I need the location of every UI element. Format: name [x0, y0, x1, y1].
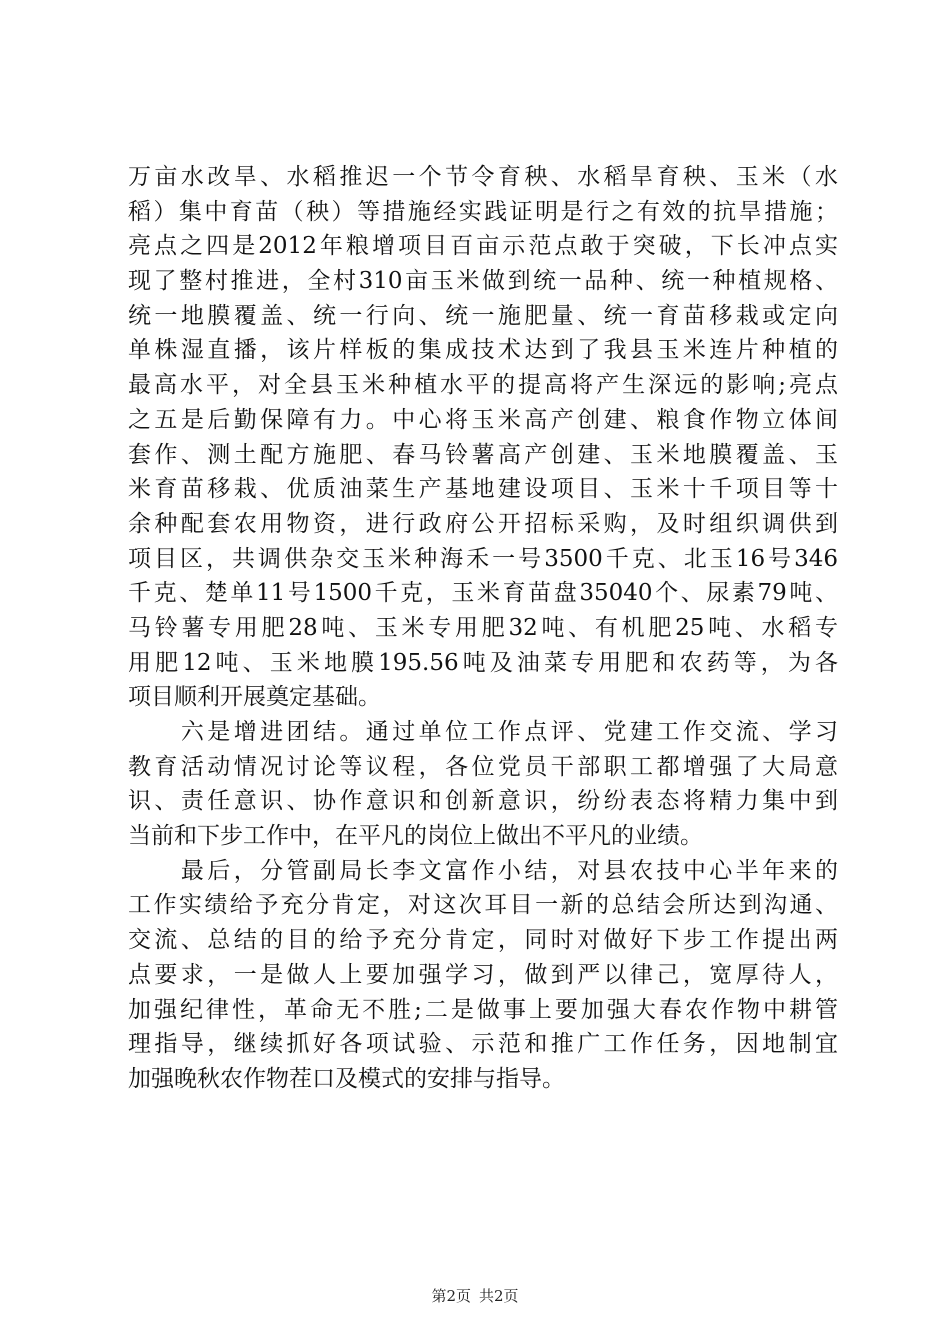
text-line: 项目顺利开展奠定基础。	[128, 684, 381, 711]
document-body	[128, 160, 838, 1097]
text-line: 单株湿直播，该片样板的集成技术达到了我县玉米连片种植的	[128, 337, 838, 364]
text-line: 套作、测土配方施肥、春马铃薯高产创建、玉米地膜覆盖、玉	[128, 441, 838, 468]
text-line: 理指导，继续抓好各项试验、示范和推广工作任务，因地制宜	[128, 1031, 838, 1058]
text-line: 教育活动情况讨论等议程，各位党员干部职工都增强了大局意	[128, 753, 838, 780]
text-line: 项目区，共调供杂交玉米种海禾一号3500千克、北玉16号346	[128, 545, 838, 572]
text-line: 交流、总结的目的给予充分肯定，同时对做好下步工作提出两	[128, 927, 838, 954]
text-line: 稻）集中育苗（秧）等措施经实践证明是行之有效的抗旱措施；	[128, 198, 838, 225]
text-line: 当前和下步工作中，在平凡的岗位上做出不平凡的业绩。	[128, 823, 703, 850]
text-line: 加强纪律性，革命无不胜;二是做事上要加强大春农作物中耕管	[128, 996, 838, 1023]
text-line: 马铃薯专用肥28吨、玉米专用肥32吨、有机肥25吨、水稻专	[128, 614, 838, 641]
text-line: 最高水平，对全县玉米种植水平的提高将产生深远的影响;亮点	[128, 372, 838, 399]
text-line: 六是增进团结。通过单位工作点评、党建工作交流、学习	[128, 719, 838, 745]
page-number: 第2页	[431, 1287, 471, 1305]
text-line: 现了整村推进，全村310亩玉米做到统一品种、统一种植规格、	[128, 268, 838, 295]
text-line: 加强晚秋农作物茬口及模式的安排与指导。	[128, 1065, 565, 1092]
text-line: 识、责任意识、协作意识和创新意识，纷纷表态将精力集中到	[128, 788, 838, 815]
text-line: 万亩水改旱、水稻推迟一个节令育秧、水稻旱育秧、玉米（水	[128, 164, 838, 190]
text-line: 千克、楚单11号1500千克，玉米育苗盘35040个、尿素79吨、	[128, 580, 838, 607]
page-total: 共2页	[479, 1287, 519, 1305]
text-line: 最后，分管副局长李文富作小结，对县农技中心半年来的	[128, 857, 838, 884]
page-footer	[0, 1286, 950, 1306]
text-line: 之五是后勤保障有力。中心将玉米高产创建、粮食作物立体间	[128, 406, 838, 433]
text-line: 工作实绩给予充分肯定，对这次耳目一新的总结会所达到沟通、	[128, 892, 838, 919]
text-line: 米育苗移栽、优质油菜生产基地建设项目、玉米十千项目等十	[128, 476, 838, 503]
text-line: 点要求，一是做人上要加强学习，做到严以律己，宽厚待人，	[128, 961, 838, 988]
text-line: 统一地膜覆盖、统一行向、统一施肥量、统一育苗移栽或定向	[128, 302, 838, 329]
text-line: 余种配套农用物资，进行政府公开招标采购，及时组织调供到	[128, 510, 838, 537]
text-line: 用肥12吨、玉米地膜195.56吨及油菜专用肥和农药等，为各	[128, 649, 838, 676]
text-line: 亮点之四是2012年粮增项目百亩示范点敢于突破，下长冲点实	[128, 233, 838, 260]
